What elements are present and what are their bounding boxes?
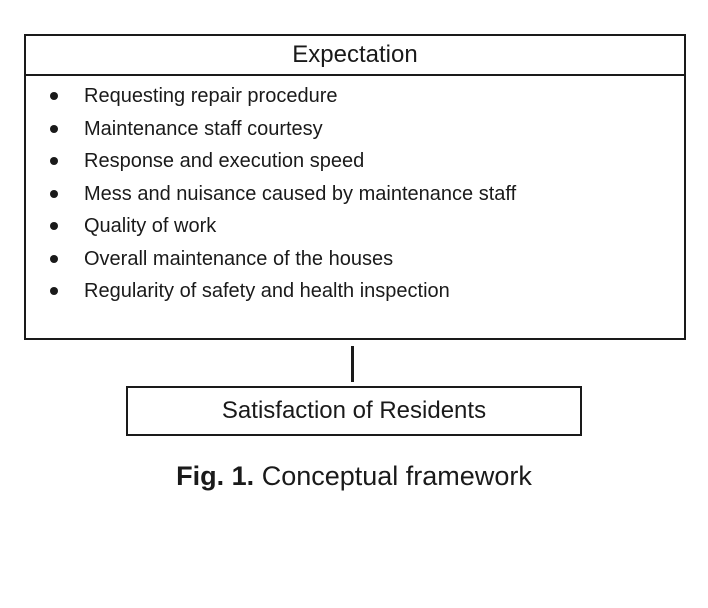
list-item	[26, 145, 684, 178]
bullet-icon	[50, 190, 58, 198]
expectation-list	[26, 76, 684, 308]
list-item-text: Quality of work	[84, 215, 217, 237]
bullet-icon	[50, 287, 58, 295]
list-item	[26, 113, 684, 146]
bullet-icon	[50, 92, 58, 100]
bullet-icon	[50, 222, 58, 230]
list-item	[26, 275, 684, 308]
list-item	[26, 210, 684, 243]
list-item	[26, 178, 684, 211]
bullet-icon	[50, 157, 58, 165]
list-item-text: Overall maintenance of the houses	[84, 247, 394, 270]
list-item-text: Regularity of safety and health inspection	[84, 280, 450, 302]
satisfaction-box	[126, 386, 582, 436]
list-item	[26, 243, 684, 276]
bullet-icon	[50, 255, 58, 263]
figure-caption	[0, 456, 708, 496]
caption-label: Fig. 1.	[176, 461, 255, 491]
list-item-text: Mess and nuisance caused by maintenance staff	[84, 182, 517, 205]
list-item-text: Requesting repair procedure	[84, 85, 338, 107]
bullet-icon	[50, 125, 58, 133]
connector-line	[351, 346, 354, 382]
caption-text: Conceptual framework	[261, 461, 532, 491]
expectation-title: Expectation	[26, 36, 684, 76]
list-item	[26, 80, 684, 113]
list-item-text: Maintenance staff courtesy	[84, 117, 323, 140]
satisfaction-label: Satisfaction of Residents	[221, 397, 487, 424]
list-item-text: Response and execution speed	[84, 150, 365, 172]
expectation-box	[24, 34, 686, 340]
